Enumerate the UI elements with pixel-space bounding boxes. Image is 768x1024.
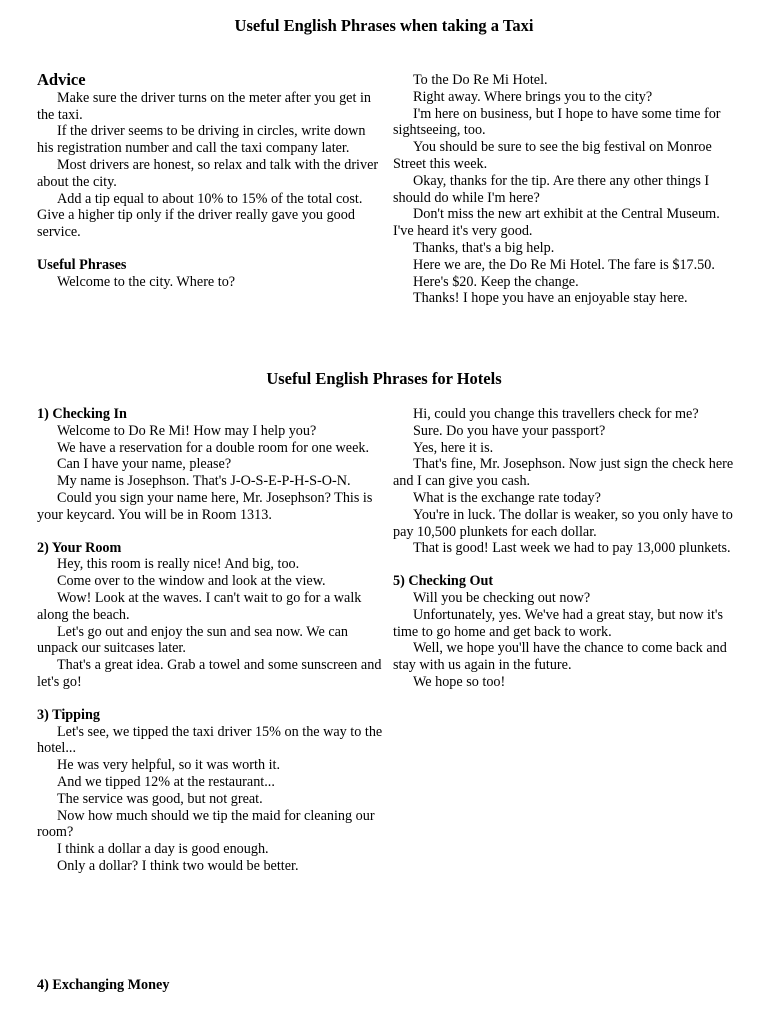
dialogue-line: Wow! Look at the waves. I can't wait to go for a walk along the beach. <box>37 589 362 623</box>
useful-phrases-heading: Useful Phrases <box>37 256 127 273</box>
advice-paragraph: Add a tip equal to about 10% to 15% of the total cost. Give a higher tip only if the driver really gave you good service. <box>37 190 363 241</box>
dialogue-line: Now how much should we tip the maid for cleaning our room? <box>37 807 375 841</box>
dialogue-line: Okay, thanks for the tip. Are there any other things I should do while I'm here? <box>393 172 710 206</box>
dialogue-line: Could you sign your name here, Mr. Josephson? This is your keycard. You will be in Room 1313. <box>37 489 373 523</box>
advice-heading: Advice <box>37 70 86 89</box>
dialogue-line: Let's go out and enjoy the sun and sea now. We can unpack our suitcases later. <box>37 623 349 657</box>
dialogue-line: To the Do Re Mi Hotel. <box>413 72 548 88</box>
advice-paragraph: Make sure the driver turns on the meter after you get in the taxi. <box>37 89 371 123</box>
dialogue-line: Hi, could you change this travellers check for me? <box>413 406 699 422</box>
checking-in-heading: 1) Checking In <box>37 406 127 422</box>
hotels-right-column <box>393 406 743 691</box>
dialogue-line: My name is Josephson. That's J-O-S-E-P-H-S-O-N. <box>57 473 351 490</box>
dialogue-line: Here's $20. Keep the change. <box>413 273 579 290</box>
dialogue-line: And we tipped 12% at the restaurant... <box>57 773 275 790</box>
dialogue-line: The service was good, but not great. <box>57 790 263 807</box>
dialogue-line: Right away. Where brings you to the city? <box>413 88 653 105</box>
dialogue-line: That's a great idea. Grab a towel and some sunscreen and let's go! <box>37 657 382 690</box>
dialogue-line: Welcome to the city. Where to? <box>57 273 236 290</box>
dialogue-line: Come over to the window and look at the view. <box>57 573 326 590</box>
hotels-title: Useful English Phrases for Hotels <box>266 369 502 388</box>
dialogue-line: Thanks! I hope you have an enjoyable stay here. <box>413 290 688 307</box>
exchanging-money-heading: 4) Exchanging Money <box>37 977 170 993</box>
dialogue-line: Only a dollar? I think two would be better. <box>57 857 299 874</box>
taxi-title: Useful English Phrases when taking a Taxi <box>234 16 534 35</box>
dialogue-line: Sure. Do you have your passport? <box>413 422 606 439</box>
dialogue-line: Unfortunately, yes. We've had a great stay, but now it's time to go home and get back to work. <box>393 606 723 640</box>
dialogue-line: Don't miss the new art exhibit at the Central Museum. I've heard it's very good. <box>393 206 720 240</box>
hotels-left-column <box>37 406 385 875</box>
dialogue-line: I think a dollar a day is good enough. <box>57 841 269 858</box>
dialogue-line: Let's see, we tipped the taxi driver 15% on the way to the hotel... <box>37 723 383 757</box>
dialogue-line: We hope so too! <box>413 673 506 690</box>
tipping-heading: 3) Tipping <box>37 706 100 723</box>
dialogue-line: Hey, this room is really nice! And big, too. <box>57 556 300 573</box>
dialogue-line: That is good! Last week we had to pay 13,000 plunkets. <box>413 540 731 557</box>
dialogue-line: He was very helpful, so it was worth it. <box>57 757 281 774</box>
dialogue-line: Thanks, that's a big help. <box>413 239 555 256</box>
dialogue-line: You should be sure to see the big festival on Monroe Street this week. <box>393 139 712 172</box>
taxi-left-column <box>37 72 385 291</box>
dialogue-line: Well, we hope you'll have the chance to come back and stay with us again in the future. <box>393 640 727 674</box>
dialogue-line: Here we are, the Do Re Mi Hotel. The fare is $17.50. <box>413 256 715 273</box>
dialogue-line: Yes, here it is. <box>413 439 494 456</box>
taxi-right-column <box>393 72 743 307</box>
advice-paragraph: If the driver seems to be driving in circles, write down his registration number and call the taxi company later. <box>37 123 366 157</box>
dialogue-line: That's fine, Mr. Josephson. Now just sign the check here and I can give you cash. <box>393 456 734 490</box>
dialogue-line: We have a reservation for a double room for one week. <box>57 439 370 456</box>
dialogue-line: Can I have your name, please? <box>57 456 232 473</box>
dialogue-line: I'm here on business, but I hope to have some time for sightseeing, too. <box>393 105 721 139</box>
dialogue-line: Will you be checking out now? <box>413 589 591 606</box>
your-room-heading: 2) Your Room <box>37 539 122 556</box>
dialogue-line: Welcome to Do Re Mi! How may I help you? <box>57 422 317 439</box>
dialogue-line: What is the exchange rate today? <box>413 489 601 506</box>
exchanging-money-left <box>37 977 385 994</box>
dialogue-line: You're in luck. The dollar is weaker, so you only have to pay 10,500 plunkets for each dollar. <box>393 506 733 540</box>
advice-paragraph: Most drivers are honest, so relax and talk with the driver about the city. <box>37 156 379 190</box>
checking-out-heading: 5) Checking Out <box>393 573 494 590</box>
